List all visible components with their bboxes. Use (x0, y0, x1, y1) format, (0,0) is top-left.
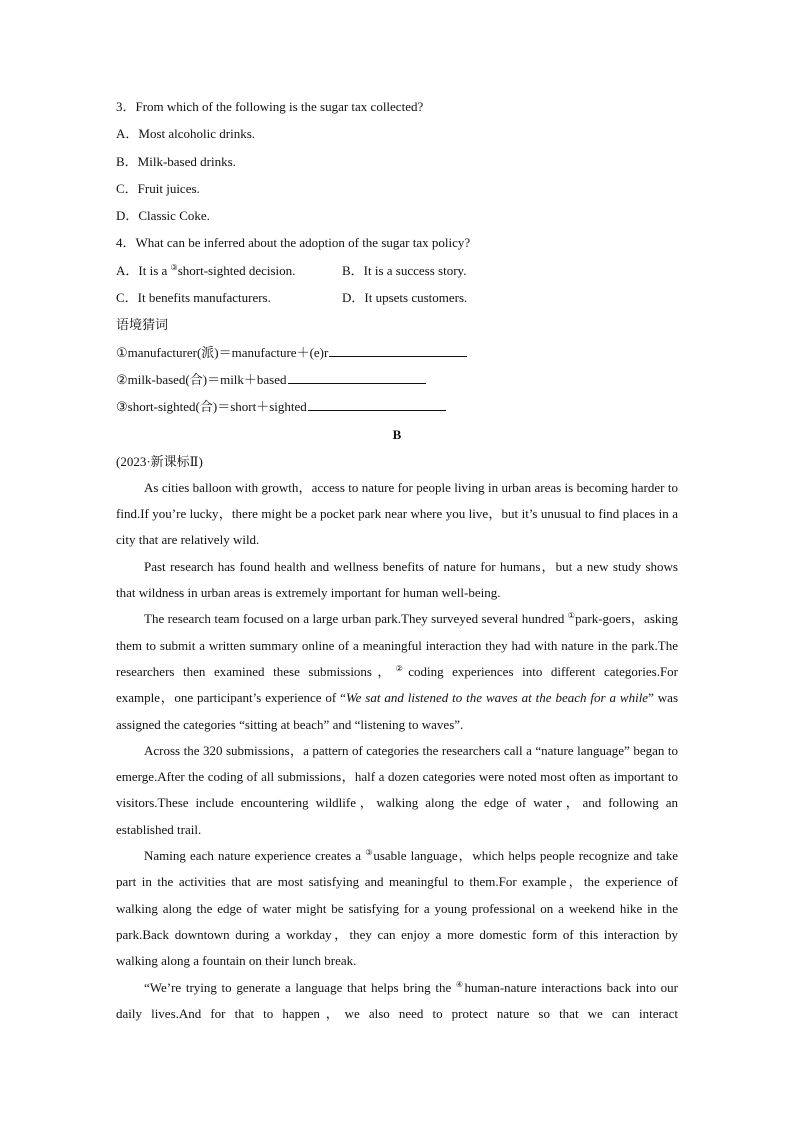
passage-paragraph-5: Naming each nature experience creates a ③usable language，which helps people recognize and take part in the activities that are most satisfying and meaningful to them.For example，the experience of walking along the edge of water might be satisfying for a young professional on a weekend hike in the park.Back downtown during a workday，they can enjoy a more domestic form of this interaction by walking along a fountain on their lunch break. (116, 848, 678, 969)
answer-blank[interactable] (329, 342, 467, 357)
question-3-option-c: C．Fruit juices. (116, 180, 200, 196)
document-page (116, 93, 678, 1027)
passage-paragraph-4: Across the 320 submissions，a pattern of categories the researchers call a “nature language” began to emerge.After the coding of all submissions，half a dozen categories were noted most often as important to visitors.These include encountering wildlife，walking along the edge of water，and following an established trail. (116, 742, 678, 837)
footnote-marker: ② (395, 663, 409, 673)
question-4-option-d: D．It upsets customers. (342, 290, 468, 306)
question-4-options-row-1 (116, 257, 678, 284)
question-3-stem: 3．From which of the following is the sugar tax collected? (116, 99, 424, 114)
footnote-marker: ③ (170, 262, 178, 272)
answer-blank[interactable] (308, 396, 446, 411)
question-4-options-row-2 (116, 284, 678, 311)
footnote-marker: ① (567, 611, 576, 621)
footnote-marker: ③ (365, 848, 374, 858)
question-4-option-a: A．It is a ③short-sighted decision. (116, 262, 296, 278)
question-3-option-a: A．Most alcoholic drinks. (116, 126, 256, 142)
passage-paragraph-1: As cities balloon with growth，access to nature for people living in urban areas is becoming harder to find.If you’re lucky，there might be a pocket park near where you live，but it’s unusual to find places in a city that are relatively wild. (116, 479, 678, 548)
question-4-option-b: B．It is a success story. (342, 262, 467, 278)
vocab-item-1: ①manufacturer(派)＝manufacture＋(e)r (116, 339, 678, 366)
vocab-item-3: ③short-sighted(合)＝short＋sighted (116, 393, 678, 420)
answer-blank[interactable] (288, 369, 426, 384)
vocab-item-2: ②milk-based(合)＝milk＋based (116, 366, 678, 393)
vocab-heading: 语境猜词 (116, 317, 169, 333)
question-4-stem: 4．What can be inferred about the adoption of the sugar tax policy? (116, 235, 471, 251)
question-3-option-d: D．Classic Coke. (116, 208, 210, 224)
footnote-marker: ④ (455, 979, 465, 989)
passage-paragraph-2: Past research has found health and wellness benefits of nature for humans，but a new study shows that wildness in urban areas is extremely important for human well-being. (116, 558, 678, 601)
question-3-option-b: B．Milk-based drinks. (116, 153, 236, 169)
quoted-experience: We sat and listened to the waves at the beach for a while (345, 690, 649, 706)
question-4-option-c: C．It benefits manufacturers. (116, 290, 271, 306)
passage-paragraph-6: “We’re trying to generate a language that helps bring the ④human-nature interactions back into our daily lives.And for that to happen，we also need to protect nature so that we can interact (116, 979, 678, 1021)
section-title: B (392, 426, 402, 442)
passage-source: (2023·新课标Ⅱ) (116, 453, 203, 469)
passage-paragraph-3: The research team focused on a large urban park.They surveyed several hundred ①park-goers，asking them to submit a written summary online of a meaningful interaction they had with nature in the park.The researchers then examined these submissions，②coding experiences into different categories.For example，one participant’s experience of “We sat and listened to the waves at the beach for a while” was assigned the categories “sitting at beach” and “listening to waves”. (116, 611, 679, 732)
